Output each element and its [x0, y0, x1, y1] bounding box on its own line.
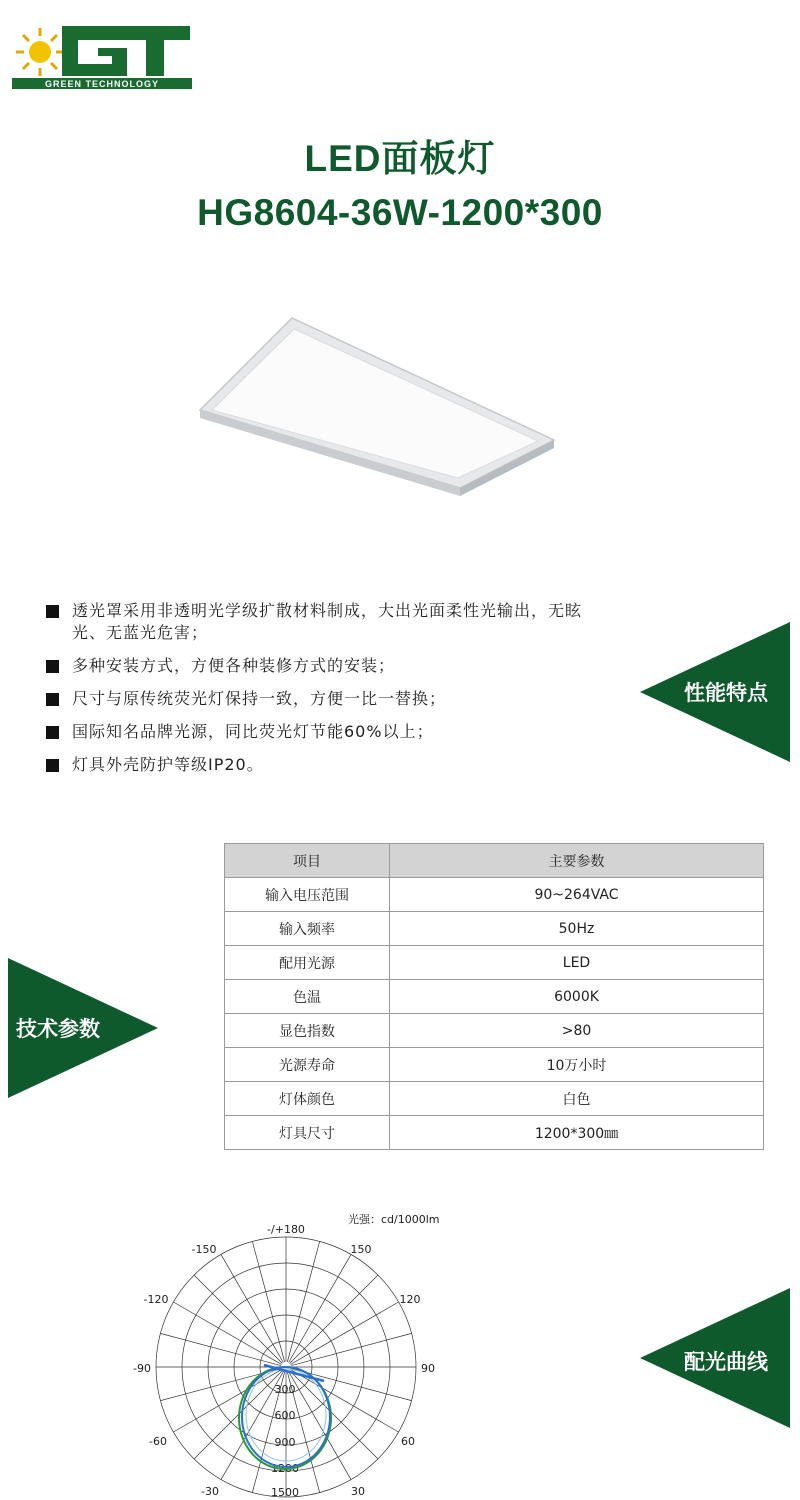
table-cell: 色温 — [225, 980, 390, 1014]
bullet-square-icon — [46, 605, 59, 618]
table-cell: 灯体颜色 — [225, 1082, 390, 1116]
list-item: 灯具外壳防护等级IP20。 — [46, 754, 606, 776]
radial-label: 1500 — [271, 1486, 299, 1499]
radial-label: 300 — [274, 1383, 296, 1396]
table-cell: 1200*300㎜ — [390, 1116, 764, 1150]
polar-spoke — [287, 1241, 319, 1362]
bullet-square-icon — [46, 660, 59, 673]
sun-icon — [16, 28, 64, 76]
polar-spoke — [160, 1333, 281, 1365]
spec-table — [224, 843, 764, 1150]
table-row — [225, 946, 764, 980]
table-row — [225, 980, 764, 1014]
table-header: 主要参数 — [390, 844, 764, 878]
polar-spoke — [252, 1241, 284, 1362]
specs-tag: 技术参数 — [8, 958, 158, 1098]
bullet-square-icon — [46, 726, 59, 739]
table-cell: 显色指数 — [225, 1014, 390, 1048]
table-row — [225, 1082, 764, 1116]
table-header-row — [225, 844, 764, 878]
radial-label: 600 — [274, 1409, 296, 1422]
table-row — [225, 1116, 764, 1150]
panel-light-image — [190, 310, 570, 510]
angle-label: 90 — [421, 1362, 435, 1375]
table-cell: 白色 — [390, 1082, 764, 1116]
table-cell: 50Hz — [390, 912, 764, 946]
polar-spoke — [291, 1370, 399, 1432]
angle-label: -60 — [149, 1435, 167, 1448]
angle-label: 60 — [401, 1435, 415, 1448]
angle-label: 150 — [350, 1243, 372, 1256]
table-row — [225, 1048, 764, 1082]
table-row — [225, 878, 764, 912]
list-item: 多种安装方式，方便各种装修方式的安装； — [46, 655, 606, 677]
unit-label: 光强：cd/1000lm — [348, 1213, 440, 1226]
polar-spoke — [291, 1333, 412, 1365]
bullet-square-icon — [46, 759, 59, 772]
polar-spoke — [221, 1254, 283, 1362]
radial-label: 1200 — [271, 1462, 299, 1475]
angle-label: -120 — [143, 1293, 169, 1306]
logo-text: GREEN TECHNOLOGY — [44, 79, 160, 89]
table-cell: 灯具尺寸 — [225, 1116, 390, 1150]
angle-label: 30 — [351, 1485, 365, 1498]
table-header: 项目 — [225, 844, 390, 878]
angle-label: -90 — [133, 1362, 151, 1375]
polar-spoke — [290, 1371, 378, 1459]
angle-label: -/+180 — [267, 1223, 305, 1236]
polar-spoke — [290, 1275, 378, 1363]
angle-label: 120 — [399, 1293, 421, 1306]
table-row — [225, 912, 764, 946]
table-cell: 输入电压范围 — [225, 878, 390, 912]
feature-list — [46, 600, 606, 787]
table-cell: 90~264VAC — [390, 878, 764, 912]
radial-label: 900 — [274, 1436, 296, 1449]
list-item: 国际知名品牌光源，同比荧光灯节能60%以上； — [46, 721, 606, 743]
table-cell: LED — [390, 946, 764, 980]
table-cell: 输入频率 — [225, 912, 390, 946]
distribution-tag: 配光曲线 — [640, 1288, 792, 1428]
table-cell: 配用光源 — [225, 946, 390, 980]
polar-spoke — [194, 1275, 282, 1363]
features-tag: 性能特点 — [640, 622, 792, 762]
brand-logo — [12, 18, 192, 90]
table-cell: 6000K — [390, 980, 764, 1014]
product-model: HG8604-36W-1200*300 — [197, 192, 603, 233]
polar-spoke — [173, 1370, 281, 1432]
table-cell: 10万小时 — [390, 1048, 764, 1082]
polar-spoke — [173, 1302, 281, 1364]
bullet-square-icon — [46, 693, 59, 706]
angle-label: -150 — [191, 1243, 217, 1256]
product-title: LED面板灯 — [304, 138, 496, 179]
light-distribution-diagram — [120, 1205, 460, 1500]
angle-label: -30 — [201, 1485, 219, 1498]
table-row — [225, 1014, 764, 1048]
list-item: 尺寸与原传统荧光灯保持一致，方便一比一替换； — [46, 688, 606, 710]
polar-spoke — [291, 1302, 399, 1364]
polar-spoke — [289, 1254, 351, 1362]
table-cell: 光源寿命 — [225, 1048, 390, 1082]
table-cell: >80 — [390, 1014, 764, 1048]
list-item: 透光罩采用非透明光学级扩散材料制成，大出光面柔性光输出，无眩光、无蓝光危害； — [46, 600, 606, 644]
